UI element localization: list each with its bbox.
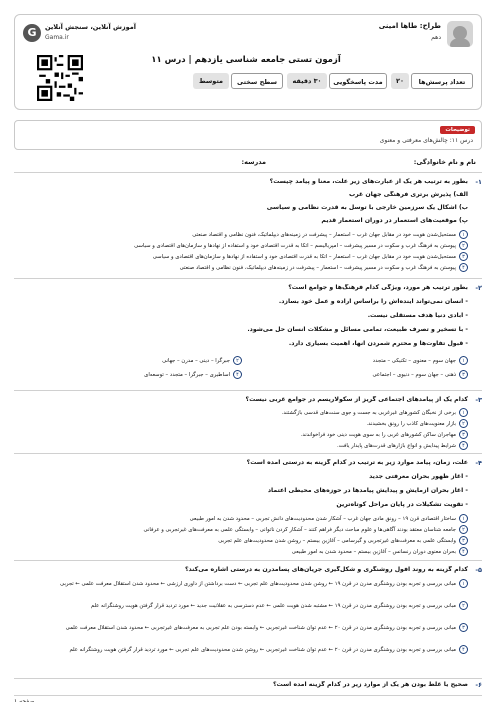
- description-text: درس ۱۱: چالش‌های معرفتی و معنوی: [379, 137, 473, 144]
- exam-header: [14, 14, 482, 110]
- option-number: ۳: [459, 430, 468, 439]
- question-text: پ) موقعیت‌های استعمار در دوران استعمار قدیم: [321, 217, 468, 224]
- header-top-row: [23, 21, 473, 47]
- option-text: مستحیل‌شدن هویت خود در مقابل جهان غرب – استعمار – پیشرفت در زمینه‌های دیپلماتیک، فنون نظامی و اقتصاد صنعتی: [192, 232, 456, 238]
- option-text: بازار معنویت‌های کاذب را رونق بخشیدند.: [366, 421, 456, 427]
- question-text: - تقویت تشکیلات در پایان مراحل کوتاه‌ترین: [336, 501, 468, 508]
- question-text: - آبادی دنیا هدف مستقلی نیست.: [367, 312, 468, 319]
- exam-title: آزمون تستی جامعه شناسی یازدهم | درس ۱۱: [151, 55, 341, 65]
- question-text: کدام یک از پیامدهای اجتماعی گریز از سکولاریسم در جوامع غربی نیست؟: [245, 396, 468, 403]
- question-number: ۳-: [475, 396, 482, 404]
- option-number: ۲: [233, 356, 242, 365]
- answer-option[interactable]: [18, 601, 468, 610]
- question-text: بطور ترتیب هر مورد، ویژگی کدام فرهنگ‌ها و جوامع است؟: [288, 284, 468, 291]
- grade-label: دهم: [431, 34, 441, 41]
- question-5: [14, 560, 482, 676]
- description-box: [14, 120, 482, 150]
- question-6: [14, 678, 482, 690]
- option-number: ۱: [459, 356, 468, 365]
- description-badge: توضیحات: [440, 126, 475, 134]
- option-text: بحران معنوی دوران رنسانس – آغازین بیستم – محدود شدن به امور طبیعی: [291, 549, 456, 555]
- avatar-icon: [447, 21, 473, 47]
- option-number: ۴: [459, 263, 468, 272]
- option-number: ۱: [459, 408, 468, 417]
- difficulty-label: سطح سختی: [231, 73, 283, 89]
- option-number: ۳: [459, 252, 468, 261]
- answer-option[interactable]: [18, 441, 468, 450]
- answer-option[interactable]: [18, 408, 468, 417]
- option-text: جهان سوم – معنوی – تکنیکی – متجدد: [372, 358, 456, 364]
- question-text: کدام گزینه به روند افول روشنگری و شکل‌گیری جریان‌های پسامدرن به درستی اشاره می‌کند؟: [184, 566, 468, 573]
- brand-url: Gama.ir: [45, 34, 69, 41]
- option-number: ۴: [233, 370, 242, 379]
- option-number: ۱: [459, 514, 468, 523]
- option-text: وابستگی علمی به معرفت‌های غیرتجربی و گیرسامی – آغازین بیستم – روشن شدن محدودیت‌های علم تجربی: [218, 538, 456, 544]
- option-number: ۳: [459, 623, 468, 632]
- option-text: برخی از نخبگان کشورهای غیرغربی به جست و جوی سنت‌های قدسی بازگشتند.: [281, 410, 456, 416]
- option-text: اساطیری – جبرگرا – متجدد – توسعه‌ای: [144, 372, 230, 378]
- question-text: الف) پذیرش برتری فرهنگی جهان غرب: [348, 191, 468, 198]
- answer-option[interactable]: [32, 370, 242, 379]
- answer-option[interactable]: [18, 623, 468, 632]
- question-text: - آغاز بحران آزمایش و پیدایش پیامدها در حوزه‌های محیطی اعتماد: [267, 487, 468, 494]
- option-number: ۲: [459, 419, 468, 428]
- option-number: ۴: [459, 645, 468, 654]
- option-text: پیوستن به فرهنگ غرب و سکوت در مسیر پیشرفت – امپریالیسم – اتکا به قدرت اقتصادی خود و استفاده از نهادها و سازمان‌های اقتصادی و سیاسی: [134, 243, 456, 249]
- qr-code-icon: [37, 55, 83, 101]
- answer-option[interactable]: [258, 356, 468, 365]
- answer-option[interactable]: [18, 230, 468, 239]
- option-text: مبانی بررسی و تجربه بودن روشنگری مدرن در قرن ۱۹ ← مشتبه شدن هویت علمی ← عدم دسترسی به عقلانیت جدید ← مورد تردید قرار گرفتن هویت روشنگرانه علم: [90, 603, 456, 609]
- answer-option[interactable]: [18, 430, 468, 439]
- answer-option[interactable]: [18, 547, 468, 556]
- option-number: ۴: [459, 547, 468, 556]
- answer-option[interactable]: [18, 419, 468, 428]
- option-number: ۲: [459, 601, 468, 610]
- question-text: - قبول تفاوت‌ها و محترم شمردن آنها، اهمیت بسیاری دارد.: [288, 340, 468, 347]
- school-label: مدرسه:: [241, 158, 266, 166]
- question-text: - انسان نمی‌تواند آینده‌اش را براساس اراده و عمل خود بسازد.: [278, 298, 468, 305]
- question-number: ۴-: [475, 459, 482, 467]
- question-text: - آغاز ظهور بحران معرفتی جدید: [369, 473, 468, 480]
- answer-option[interactable]: [18, 525, 468, 534]
- difficulty-value: متوسط: [193, 73, 229, 89]
- answer-option[interactable]: [258, 370, 468, 379]
- option-number: ۱: [459, 230, 468, 239]
- question-text: - با تسخیر و تصرف طبیعت، تمامی مسائل و مشکلات انسان حل می‌شود.: [247, 326, 468, 333]
- answer-option[interactable]: [18, 579, 468, 588]
- page-footer: [14, 695, 482, 702]
- question-1: [14, 172, 482, 274]
- option-text: مبانی بررسی و تجربه بودن روشنگری مدرن در قرن ۲۰ ← عدم توان شناخت غیرتجربی ← وابسته بودن علم تجربی به معرفت‌های غیرتجربی ← محدود شدن استقلال معرفت علمی: [65, 625, 456, 631]
- question-text: صحیح یا غلط بودن هر یک از موارد زیر در کدام گزینه آمده است؟: [272, 681, 468, 688]
- option-number: ۲: [459, 525, 468, 534]
- option-text: مهاجران ساکن کشورهای غربی را به سوی هویت دینی خود فراخواندند.: [300, 432, 456, 438]
- option-text: ذهنی – جهان سوم – دنیوی – اجتماعی: [372, 372, 456, 378]
- option-text: مبانی بررسی و تجربه بودن روشنگری مدرن در قرن ۱۹ ← روشن شدن محدودیت‌های علم تجربی ← دست برداشتن از داوری ارزشی ← محدود شدن استقلال معرفت علمی ← تجربی: [60, 581, 456, 587]
- question-text: ب) اشکال یک سرزمین خارجی با توسل به قدرت نظامی و سیاسی: [266, 204, 468, 211]
- question-count-value: ۲۰: [391, 73, 409, 89]
- option-text: ساختار اقتصادی قرن ۱۹ – رونق مادی جهان غرب – آشکار شدن محدودیت‌های دانش تجربی – محدود شدن به امور طبیعی: [189, 516, 456, 522]
- option-text: جبرگرا – دینی – مدرن – جهانی: [162, 358, 230, 364]
- duration-value: ۳۰ دقیقه: [287, 73, 327, 89]
- answer-option[interactable]: [18, 645, 468, 654]
- answer-option[interactable]: [18, 252, 468, 261]
- option-text: جامعه شناسان معتقد بودند آگاهی‌ها و علوم مباحث دیگر فراهم کنند – آشکار کردن ناتوانی – وابستگی علمی به معرفت‌های غیرتجربی و عرفانی: [143, 527, 456, 533]
- option-number: ۴: [459, 441, 468, 450]
- question-2: [14, 278, 482, 386]
- answer-option[interactable]: [18, 536, 468, 545]
- answer-option[interactable]: [32, 356, 242, 365]
- question-4: [14, 453, 482, 553]
- brand-logo-icon: G: [23, 24, 41, 42]
- option-text: مستحیل‌شدن هویت خود در مقابل جهان غرب – استعمار – اتکا به قدرت اقتصادی خود و استفاده از نهادها و سازمان‌های اقتصادی و سیاسی: [152, 254, 456, 260]
- designer-name: طراح: طاها امینی: [378, 22, 441, 30]
- answer-option[interactable]: [18, 514, 468, 523]
- question-text: بطور به ترتیب هر یک از عبارت‌های زیر علت، معنا و پیامد چیست؟: [269, 178, 468, 185]
- option-text: شرایط پیدایش و انواع بازارهای قدرت‌های پایدار یافت.: [336, 443, 456, 449]
- option-text: پیوستن به فرهنگ غرب و سکوت در مسیر پیشرفت – استعمار – پیشرفت در زمینه‌های دیپلماتیک، فنون نظامی و اقتصاد صنعتی: [179, 265, 456, 271]
- question-number: ۲-: [475, 284, 482, 292]
- exam-meta: [95, 73, 473, 89]
- student-name-label: نام و نام خانوادگی:: [413, 158, 476, 166]
- question-text: علت، زمان، پیامد موارد زیر به ترتیب در کدام گزینه به درستی آمده است؟: [246, 459, 468, 466]
- option-text: مبانی بررسی و تجربه بودن روشنگری مدرن در قرن ۲۰ ← عدم توان شناخت غیرتجربی ← روشن شدن محدودیت‌های علم تجربی ← مورد تردید قرار گرفتن هویت روشنگرانه علم: [69, 647, 456, 653]
- option-number: ۳: [459, 536, 468, 545]
- question-number: ۶-: [475, 681, 482, 689]
- page-number: صفحه ۱: [14, 698, 35, 702]
- duration-label: مدت پاسخگویی: [329, 73, 387, 89]
- answer-option[interactable]: [18, 263, 468, 272]
- brand-name: آموزش آنلاین، سنجش آنلاین: [45, 23, 137, 31]
- option-number: ۲: [459, 241, 468, 250]
- question-number: ۱-: [475, 178, 482, 186]
- answer-option[interactable]: [18, 241, 468, 250]
- student-info: [14, 157, 482, 170]
- question-count-label: تعداد پرسش‌ها: [411, 73, 473, 89]
- option-number: ۳: [459, 370, 468, 379]
- option-number: ۱: [459, 579, 468, 588]
- question-3: [14, 390, 482, 450]
- question-number: ۵-: [475, 566, 482, 574]
